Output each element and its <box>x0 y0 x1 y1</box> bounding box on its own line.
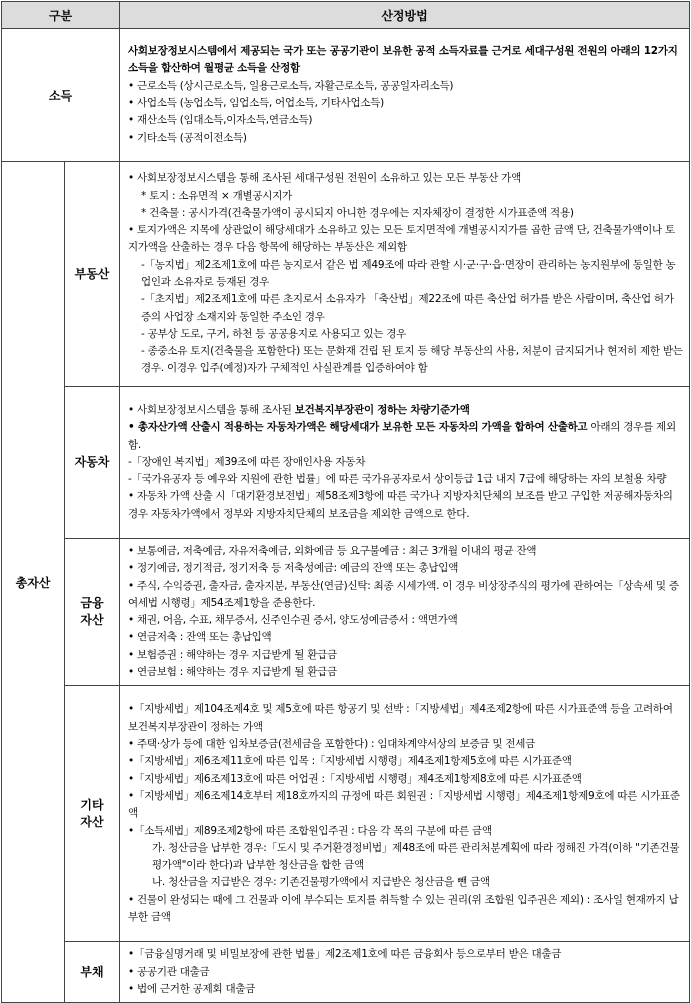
other-assets-line: •「지방세법」제6조제14호부터 제18호까지의 규정에 따른 회원권 :「지방세법 시행령」제4조제1항제9호에 따른 시가표준액 <box>128 789 680 820</box>
other-assets-line: 가. 청산금을 납부한 경우:「도시 및 주거환경정비법」제48조에 따른 관리처분계획에 따라 정해진 가격(이하 "기존건물평가액"이라 한다)과 납부한 청산금을 합한 금액 <box>152 841 680 872</box>
debt-line: • 법에 근거한 공제회 대출금 <box>128 982 256 995</box>
financial-line: • 연금저축 : 잔액 또는 총납입액 <box>128 631 272 644</box>
table-header-row <box>2 2 690 29</box>
header-category: 구분 <box>2 2 120 29</box>
vehicle-content <box>120 387 690 539</box>
real-estate-line: -「초지법」제2조제1호에 따른 초지로서 소유자가 「축산법」제22조에 따른 축산업 허가를 받은 사람이며, 축산업 허가증의 사업장 소재지와 동일한 주소인 경우 <box>141 293 674 323</box>
income-item: • 사업소득 (농업소득, 임업소득, 어업소득, 기타사업소득) <box>128 97 384 109</box>
financial-row <box>2 539 690 686</box>
other-assets-line: • 주택·상가 등에 대한 임차보증금(전세금을 포함한다) : 임대차계약서상의 보증금 및 전세금 <box>128 738 536 751</box>
other-assets-label-line2: 자산 <box>80 814 104 829</box>
financial-line: • 연금보험 : 해약하는 경우 지급받게 될 환급금 <box>128 666 337 679</box>
real-estate-line: -「농지법」제2조제1호에 따른 농지로서 같은 법 제49조에 따라 관할 시·군·구·읍·면장이 관리하는 농지원부에 동일한 농업인과 소유자로 등재된 경우 <box>141 258 676 288</box>
vehicle-line-3: -「장애인 복지법」제39조에 따른 장애인사용 자동차 <box>128 455 366 468</box>
other-assets-line: •「지방세법」제6조제11호에 따른 입목 :「지방세법 시행령」제4조제1항제5호에 따른 시가표준액 <box>128 755 572 768</box>
vehicle-line-2 <box>128 419 683 454</box>
vehicle-row <box>2 387 690 539</box>
vehicle-line-5: • 자동차 가액 산출 시「대기환경보전법」제58조제3항에 따른 국가나 지방자치단체의 보조를 받고 구입한 저공해자동차의 경우 자동차가액에서 정부와 지방자치단체의 보조금을 제외한 금액으로 한다. <box>128 490 673 520</box>
other-assets-row <box>2 686 690 942</box>
vehicle-line-2-text: 아래의 경우를 제외함. <box>128 421 676 451</box>
real-estate-row <box>2 162 690 387</box>
debt-label: 부채 <box>65 942 120 1003</box>
financial-line: • 주식, 수익증권, 출자금, 출자지분, 부동산(연금)신탁: 최종 시세가액. 이 경우 비상장주식의 평가에 관하여는「상속세 및 증여세법 시행령」제54조제1항을 준용한다. <box>128 579 679 609</box>
vehicle-line-2-bold: • 총자산가액 산출시 적용하는 자동차가액은 해당세대가 보유한 모든 자동차의 가액을 합하여 산출하고 <box>128 421 588 434</box>
other-assets-line: •「지방세법」제6조제13호에 따른 어업권 :「지방세법 시행령」제4조제1항제8호에 따른 시가표준액 <box>128 772 582 785</box>
other-assets-line: • 건물이 완성되는 때에 그 건물과 이에 부수되는 토지를 취득할 수 있는 권리(위 조합원 입주권은 제외) : 조사일 현재까지 납부한 금액 <box>128 893 679 923</box>
vehicle-line-1-text: • 사회보장정보시스템을 통해 조사된 <box>128 403 295 416</box>
other-assets-content <box>120 686 690 942</box>
real-estate-content <box>120 162 690 387</box>
assets-label: 총자산 <box>2 162 65 1003</box>
financial-label-line2: 자산 <box>80 613 104 628</box>
income-intro: 사회보장정보시스템에서 제공되는 국가 또는 공공기관이 보유한 공적 소득자료를 근거로 세대구성원 전원의 아래의 12가지 소득을 합산하여 월평균 소득을 산정함 <box>128 45 678 75</box>
other-assets-line: •「소득세법」제89조제2항에 따른 조합원입주권 : 다음 각 목의 구분에 따른 금액 <box>128 824 492 837</box>
real-estate-line: • 사회보장정보시스템을 통해 조사된 세대구성원 전원이 소유하고 있는 모든 부동산 가액 <box>128 172 521 185</box>
debt-line: •「금융실명거래 및 비밀보장에 관한 법률」제2조제1호에 따른 금융회사 등으로부터 받은 대출금 <box>128 948 562 961</box>
income-item: • 근로소득 (상시근로소득, 일용근로소득, 자활근로소득, 공공일자리소득) <box>128 79 454 92</box>
other-assets-label-line1: 기타 <box>80 797 104 812</box>
financial-line: • 채권, 어음, 수표, 채무증서, 신주인수권 증서, 양도성예금증서 : 액면가액 <box>128 614 458 627</box>
vehicle-line-1-bold: 보건복지부장관이 정하는 차량기준가액 <box>294 403 470 416</box>
vehicle-line-4: -「국가유공자 등 예우와 지원에 관한 법률」에 따른 국가유공자로서 상이등급 1급 내지 7급에 해당하는 자의 보철용 차량 <box>128 473 667 486</box>
income-row <box>2 29 690 162</box>
financial-content <box>120 539 690 686</box>
real-estate-line: * 건축물 : 공시가격(건축물가액이 공시되지 아니한 경우에는 지자체장이 결정한 시가표준액 적용) <box>141 206 574 219</box>
other-assets-line: •「지방세법」제104조제4호 및 제5호에 따른 항공기 및 선박 :「지방세법」제4조제2항에 따른 시가표준액 등을 고려하여 보건복지부장관이 정하는 가액 <box>128 703 673 733</box>
financial-label-line1: 금융 <box>80 596 104 611</box>
income-label: 소득 <box>2 29 120 162</box>
other-assets-line: 나. 청산금을 지급받은 경우: 기존건물평가액에서 지급받은 청산금을 뺀 금액 <box>152 876 490 889</box>
vehicle-label: 자동차 <box>65 387 120 539</box>
income-content <box>120 29 690 162</box>
financial-line: • 정기예금, 정기적금, 정기저축 등 저축성예금: 예금의 잔액 또는 총납입액 <box>128 562 459 575</box>
debt-content <box>120 942 690 1003</box>
real-estate-line: - 공부상 도로, 구거, 하천 등 공공용지로 사용되고 있는 경우 <box>141 327 407 340</box>
real-estate-line: • 토지가액은 지목에 상관없이 해당세대가 소유하고 있는 모든 토지면적에 개별공시지가를 곱한 금액 단, 건축물가액이나 토지가액을 산출하는 경우 다음 항목에 해당하는 부동산은 제외함 <box>128 224 675 254</box>
vehicle-line-1 <box>128 402 683 419</box>
income-item: • 재산소득 (임대소득,이자소득,연금소득) <box>128 114 313 127</box>
other-assets-label <box>65 686 120 942</box>
financial-line: • 보험증권 : 해약하는 경우 지급받게 될 환급금 <box>128 648 337 661</box>
income-item: • 기타소득 (공적이전소득) <box>128 131 247 144</box>
real-estate-line: - 종중소유 토지(건축물을 포함한다) 또는 문화재 건립 된 토지 등 해당 부동산의 사용, 처분이 금지되거나 현저히 제한 받는 경우. 이경우 입주(예정)자가 구체적인 사실관계를 입증하여야 함 <box>141 345 683 375</box>
criteria-table <box>1 1 690 1003</box>
debt-row <box>2 942 690 1003</box>
real-estate-line: * 토지 : 소유면적 × 개별공시지가 <box>141 189 292 202</box>
header-method: 산정방법 <box>120 2 690 29</box>
financial-label <box>65 539 120 686</box>
debt-line: • 공공기관 대출금 <box>128 965 210 978</box>
financial-line: • 보통예금, 저축예금, 자유저축예금, 외화예금 등 요구불예금 : 최근 3개월 이내의 평균 잔액 <box>128 545 537 557</box>
real-estate-label: 부동산 <box>65 162 120 387</box>
